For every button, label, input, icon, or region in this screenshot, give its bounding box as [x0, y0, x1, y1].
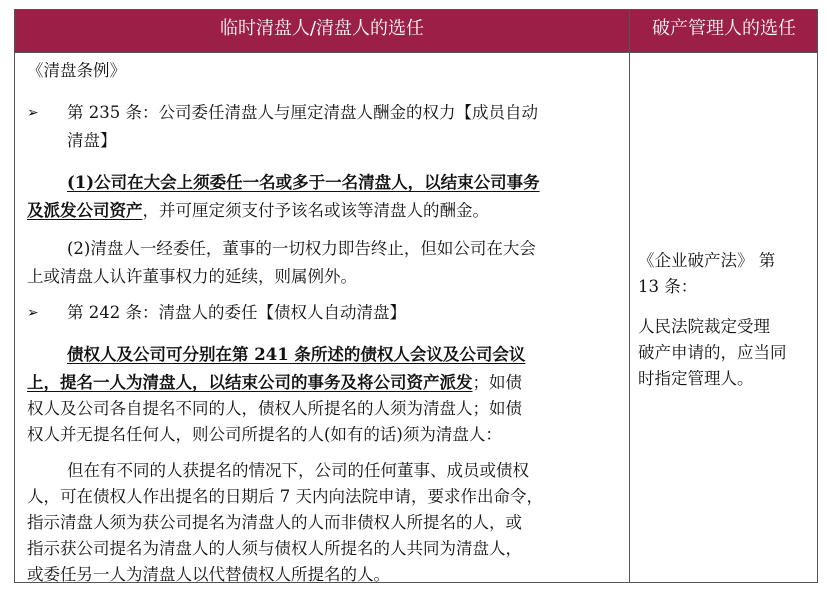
- s235-para1-line2: [27, 198, 489, 224]
- ordinance-title: 《清盘条例》: [27, 61, 126, 80]
- header-col-bankruptcy-administrator: 破产管理人的选任: [652, 18, 796, 39]
- s242-para1-emph2: 上，提名一人为清盘人，以结束公司的事务及将公司资产派发: [27, 373, 473, 392]
- s242-para2-line4: 指示获公司提名为清盘人的人须与债权人所提名的人共同为清盘人，: [27, 539, 522, 558]
- s235-para2-line2: 上或清盘人认许董事权力的延续，则属例外。: [27, 267, 357, 286]
- s235-para2-line1: (2)清盘人一经委任，董事的一切权力即告终止，但如公司在大会: [67, 239, 536, 258]
- s242-para2-line1: 但在有不同的人获提名的情况下，公司的任何董事、成员或债权: [67, 461, 529, 480]
- s242-para2-line2: 人，可在债权人作出提名的日期后 7 天内向法院申请，要求作出命令，: [27, 487, 543, 506]
- s235-para1-emph1: (1)公司在大会上须委任一名或多于一名清盘人，以结束公司事务: [67, 173, 540, 192]
- s242-para1-line1: [67, 342, 525, 368]
- law-reference-line1: 《企业破产法》 第: [638, 251, 776, 270]
- s242-para1-emph1: 债权人及公司可分别在第 241 条所述的债权人会议及公司会议: [67, 345, 526, 364]
- s242-para2-line3: 指示清盘人须为获公司提名为清盘人的人而非债权人所提名的人，或: [27, 513, 522, 532]
- law-body-line3: 时指定管理人。: [638, 369, 754, 388]
- s242-para1-rest: ；如债: [472, 373, 522, 392]
- s235-heading-line1: 第 235 条：公司委任清盘人与厘定清盘人酬金的权力【成员自动: [67, 103, 538, 122]
- law-body-line1: 人民法院裁定受理: [638, 317, 770, 336]
- s242-para2-line5: 或委任另一人为清盘人以代替债权人所提名的人。: [27, 565, 390, 584]
- table-header: [15, 10, 817, 53]
- bullet-icon: ➢: [27, 105, 39, 121]
- s235-para1-line1: [67, 170, 540, 196]
- s235-heading-line2: 清盘】: [67, 131, 117, 150]
- s242-para1-line2: [27, 370, 522, 396]
- s242-para1-line4: 权人并无提名任何人，则公司所提名的人(如有的话)须为清盘人：: [27, 425, 502, 444]
- law-reference-line2: 13 条：: [638, 277, 698, 296]
- comparison-table: [14, 9, 818, 583]
- s235-para1-rest: ，并可厘定须支付予该名或该等清盘人的酬金。: [142, 201, 489, 220]
- column-divider: [629, 10, 630, 582]
- s242-para1-line3: 权人及公司各自提名不同的人，债权人所提名的人须为清盘人；如债: [27, 399, 522, 418]
- bullet-icon: ➢: [27, 305, 39, 321]
- law-body-line2: 破产申请的，应当同: [638, 343, 787, 362]
- header-col-liquidator: 临时清盘人/清盘人的选任: [219, 18, 425, 39]
- s242-heading: 第 242 条：清盘人的委任【债权人自动清盘】: [67, 303, 406, 322]
- s235-para1-emph2: 及派发公司资产: [27, 201, 143, 220]
